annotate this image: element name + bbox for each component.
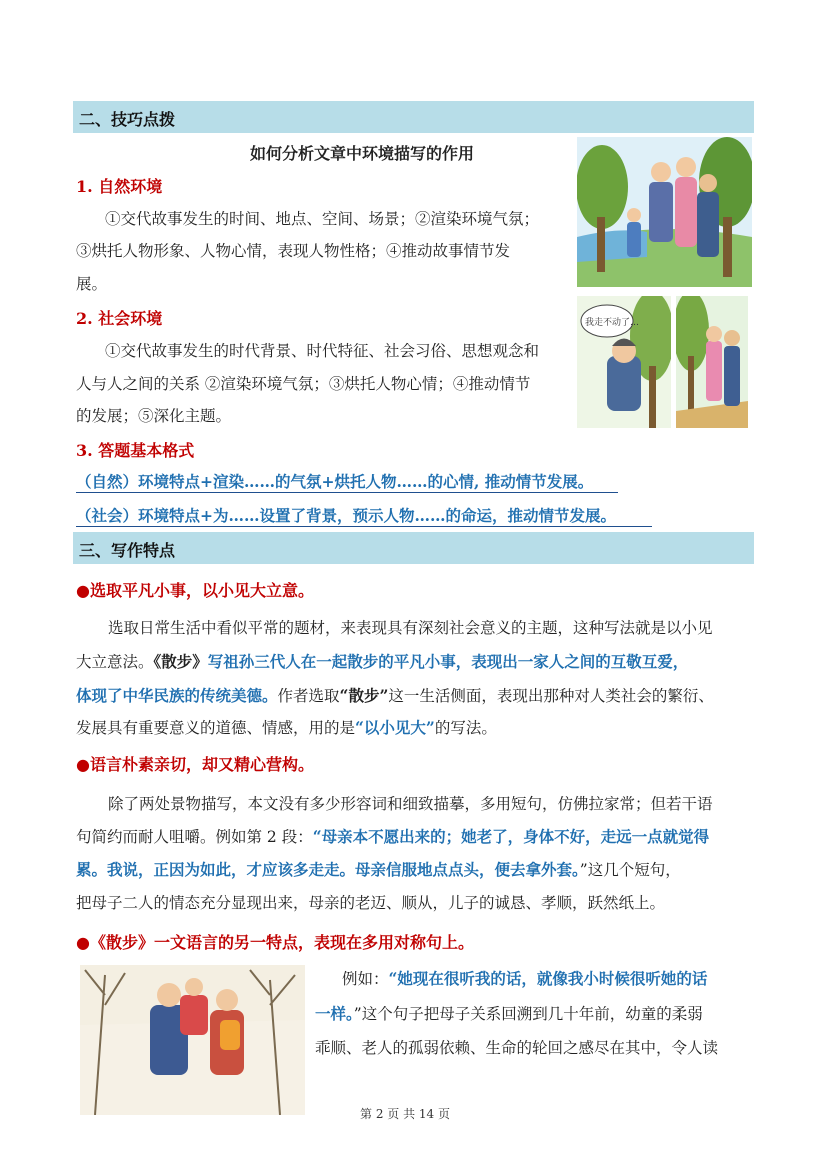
family-walk-illustration	[577, 137, 752, 287]
social-line-3: 的发展；⑤深化主题。	[76, 407, 232, 425]
nature-title: 1. 自然环境	[76, 177, 163, 196]
section-title: 三、写作特点	[79, 541, 176, 560]
writing-point-2-line-4: 把母子二人的情态充分显现出来，母亲的老迈、顺从，儿子的诚恳、孝顺，跃然纸上。	[76, 894, 666, 912]
social-line-1: ①交代故事发生的时代背景、时代特征、社会习俗、思想观念和	[105, 342, 540, 360]
writing-point-3-line-2: 一样。”这个句子把母子关系回溯到几十年前，幼童的柔弱	[315, 1004, 703, 1023]
section-bar-writing	[73, 532, 754, 564]
writing-point-1-title: ●选取平凡小事，以小见大立意。	[76, 581, 314, 600]
writing-point-1-line-4: 发展具有重要意义的道德、情感，用的是“以小见大”的写法。	[76, 718, 497, 737]
nature-line-1: ①交代故事发生的时间、地点、空间、场景；②渲染环境气氛；	[105, 210, 540, 228]
writing-point-3-line-3: 乖顺、老人的孤弱依赖、生命的轮回之感尽在其中，令人读	[315, 1039, 719, 1057]
writing-point-1-line-3: 体现了中华民族的传统美德。作者选取“散步”这一生活侧面，表现出那种对人类社会的繁衍、	[76, 686, 714, 705]
family-by-trees-illustration	[676, 296, 748, 428]
social-line-2: 人与人之间的关系 ②渲染环境气氛；③烘托人物心情；④推动情节	[76, 375, 531, 393]
writing-point-2-line-1: 除了两处景物描写，本文没有多少形容词和细致描摹，多用短句，仿佛拉家常；但若干语	[108, 795, 713, 813]
writing-point-1-line-2: 大立意法。《散步》写祖孙三代人在一起散步的平凡小事，表现出一家人之间的互敬互爱，	[76, 652, 689, 671]
nature-line-2: ③烘托人物形象、人物心情，表现人物性格；④推动故事情节发	[76, 242, 511, 260]
speech-bubble-text: 我走不动了…	[585, 318, 640, 328]
writing-point-2-line-3: 累。我说，正因为如此，才应该多走走。母亲信服地点点头，便去拿外套。”这几个短句，	[76, 860, 681, 879]
format-line-1: （自然）环境特点+渲染……的气氛+烘托人物……的心情, 推动情节发展。	[76, 470, 618, 493]
writing-point-3-line-1: 例如：“她现在很听我的话，就像我小时候很听她的话	[342, 969, 708, 988]
format-title: 3. 答题基本格式	[76, 441, 195, 460]
nature-line-3: 展。	[76, 275, 108, 293]
social-title: 2. 社会环境	[76, 309, 163, 328]
mother-speech-bubble-illustration	[577, 296, 671, 428]
writing-point-2-line-2: 句简约而耐人咀嚼。例如第 2 段：“母亲本不愿出来的；她老了，身体不好，走远一点就觉得	[76, 827, 710, 846]
page-number: 第 2 页 共 14 页	[360, 1107, 450, 1121]
section-bar-skills	[73, 101, 754, 133]
section-title: 二、技巧点拨	[79, 110, 176, 129]
format-line-2: （社会）环境特点+为……设置了背景，预示人物……的命运，推动情节发展。	[76, 504, 652, 527]
carrying-family-illustration	[80, 965, 305, 1115]
skill-heading: 如何分析文章中环境描写的作用	[250, 144, 475, 163]
writing-point-1-line-1: 选取日常生活中看似平常的题材，来表现具有深刻社会意义的主题，这种写法就是以小见	[108, 619, 713, 637]
writing-point-3-title: ●《散步》一文语言的另一特点，表现在多用对称句上。	[76, 933, 474, 952]
writing-point-2-title: ●语言朴素亲切，却又精心营构。	[76, 755, 314, 774]
